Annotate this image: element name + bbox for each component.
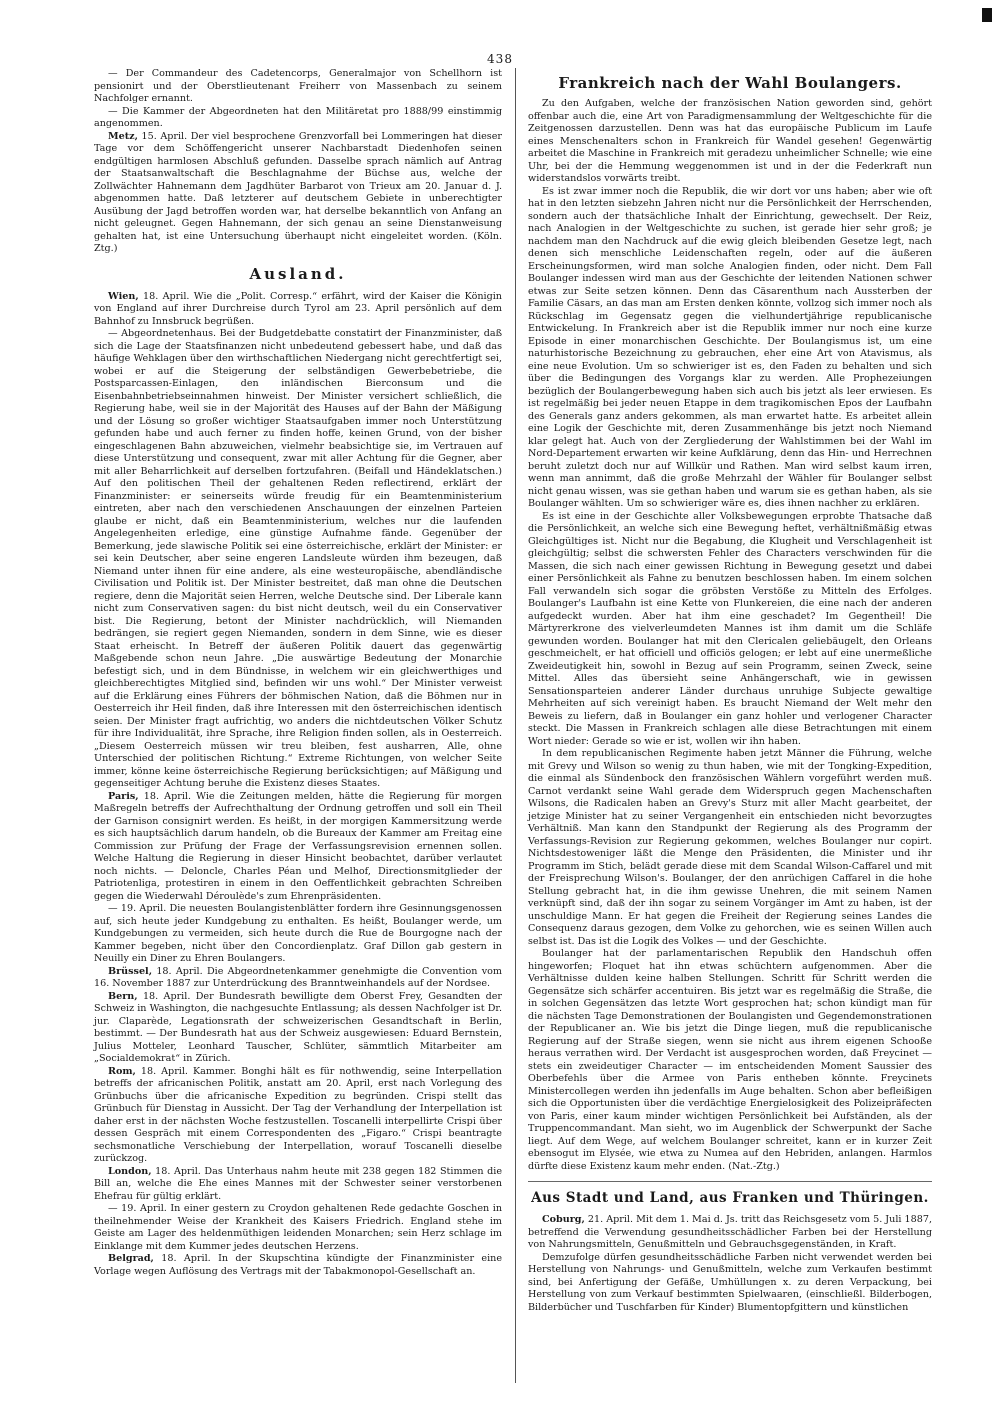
article-london-19: — 19. April. In einer gestern zu Croydon gehaltenen Rede gedachte Goschen in theilnehmender Weise der Krankheit des Kaisers Friedrich. England stehe im Geiste am Lager des heldenmüthigen leidenden Monarchen; sein Herz schlage im Einklange mit dem Kummer jedes deutschen Herzens.: [94, 1203, 502, 1252]
article-wien-text: 18. April. Wie die „Polit. Corresp.“ erfährt, wird der Kaiser die Königin von England auf ihrer Durchreise durch Tyrol am 23. April persönlich auf dem Bahnhof zu Innsbruck begrüßen.: [94, 290, 502, 327]
article-bruessel: [94, 966, 502, 991]
page-corner-mark: [982, 8, 992, 22]
article-frankreich-5: Boulanger hat der parlamentarischen Republik den Handschuh offen hingeworfen; Floquet hat ihn etwas schüchtern aufgenommen. Aber die Verhältnisse dulden keine halben Stellungen. Schritt für Schritt werden die Gegensätze sich schärfer accentuiren. Bis jetzt war es regelmäßig die Straße, die in solchen Gegensätzen das letzte Wort gesprochen hat; schon kündigt man für die nächsten Tage Demonstrationen der Boulangisten und Gegendemonstrationen der Republicaner an. Wie bis jetzt die Dinge liegen, muß die republicanische Regierung auf der Straße siegen, wenn sie nicht aus ihrem eigenen Schooße heraus verrathen wird. Der Verdacht ist ausgesprochen worden, daß Freycinet — stets ein zweideutiger Character — im entscheidenden Moment Saussier des Oberbefehls über die Armee von Paris entheben könnte. Freycinets Ministercollegen werden ihn jedenfalls im Auge behalten. Schon aber befleißigen sich die Opportunisten über die verdächtige Energielosigkeit des Polizeipräfecten von Paris, einer kaum minder wichtigen Persönlichkeit bei Aufständen, als der Truppencommandant. Man sieht, wo im Augenblick der Schwerpunkt der Sache liegt. Auf dem Wege, auf welchem Boulanger schreitet, kann er in kurzer Zeit ebensogut im Elysée, wie etwa zu Numea auf den Hebriden, anlangen. Harmlos dürfte diese Existenz kaum mehr enden. (Nat.-Ztg.): [528, 948, 932, 1172]
article-metz-text: 15. April. Der viel besprochene Grenzvorfall bei Lommeringen hat dieser Tage vor dem Schöffengericht unserer Nachbarstadt Diedenhofen seinen endgültigen harmlosen Abschluß gefunden. Dasselbe sprach nämlich auf Antrag der Staatsanwaltschaft die Beschlagnahme der Büchse aus, welche der Zollwächter Hahnemann dem Jagdhüter Barbarot von Trieux am 20. Januar d. J. abgenommen hatte. Daß letzterer auf deutschem Gebiete in unberechtigter Ausübung der Jagd betroffen worden war, hat derselbe bekanntlich von Anfang an nicht geleugnet. Gegen Hahnemann, der sich genau an seine Dienstanweisung gehalten hat, ist eine Untersuchung überhaupt nicht eingeleitet worden. (Köln. Ztg.): [94, 130, 502, 254]
article-belgrad: [94, 1253, 502, 1278]
dateline-london: London,: [108, 1165, 152, 1177]
article-frankreich-2: Es ist zwar immer noch die Republik, die wir dort vor uns haben; aber wie oft hat in den letzten siebzehn Jahren nicht nur die Persönlichkeit der Herrschenden, sondern auch der thatsächliche Inhalt der Einrichtung, gewechselt. Der Reiz, nach Analogien in der Weltgeschichte zu suchen, ist gerade hier sehr groß; je nachdem man den Nachdruck auf die ewig gleich bleibenden Gesetze legt, nach denen sich menschliche Leidenschaften regeln, oder auf die äußeren Erscheinungsformen, wird man solche Analogien finden, oder nicht. Dem Fall Boulanger indessen wird man aus der Geschichte der leitenden Nationen schwer etwas zur Seite setzen können. Denn das Cäsarenthum nach Aussterben der Familie Cäsars, an das man am Ersten denken könnte, vollzog sich immer noch als Rückschlag im Gegensatz gegen die vielhundertjährige republicanische Entwickelung. In Frankreich aber ist die Republik immer nur noch eine kurze Episode in einer monarchischen Geschichte. Der Boulangismus ist, um eine naturhistorische Bezeichnung zu gebrauchen, eher eine Art von Atavismus, als eine neue Evolution. Um so schwieriger ist es, den Faden zu behalten und sich über die Bedingungen des Vorgangs klar zu werden. Alle Prophezeiungen bezüglich der Boulangerbewegung haben sich auch bis jetzt als leer erwiesen. Es ist regelmäßig bei jeder neuen Etappe in dem tragikomischen Epos der Laufbahn des Generals ganz anders gekommen, als man erwartet hatte. Es arbeitet allein eine Logik der Geschichte mit, deren Zusammenhänge bis jetzt noch Niemand klar gelegt hat. Auch von der Zergliederung der Wahlstimmen bei der Wahl im Nord-Departement erwarten wir keine Aufklärung, denn das Hin- und Herrechnen beruht zuletzt doch nur auf Willkür und Rathen. Man wird selbst kaum irren, wenn man annimmt, daß die große Mehrzahl der Wähler für Boulanger selbst nicht genau wissen, was sie gethan haben und warum sie es gethan haben, als sie Boulanger wählten. Um so schwieriger wäre es, dies ihnen nachher zu erklären.: [528, 185, 932, 509]
section-heading-frankreich: Frankreich nach der Wahl Boulangers.: [558, 74, 902, 92]
dateline-bruessel: Brüssel,: [108, 965, 153, 977]
article-london-text: 18. April. Das Unterhaus nahm heute mit 238 gegen 182 Stimmen die Bill an, welche die Ehe eines Mannes mit der Schwester seiner verstorbenen Ehefrau für gültig erklärt.: [94, 1165, 502, 1202]
article-paris: [94, 791, 502, 904]
article-paris-text: 18. April. Wie die Zeitungen melden, hätte die Regierung für morgen Maßregeln betreffs der Aufrechthaltung der Ordnung getroffen und soll ein Theil der Garnison consignirt werden. Es heißt, in der morgigen Kammersitzung werde es sich hauptsächlich darum handeln, ob die Bureaux der Kammer am Freitag eine Commission zur Prüfung der Frage der Verfassungsrevision ernennen sollen. Welche Haltung die Regierung in dieser Hinsicht beobachtet, darüber verlautet noch nichts. — Deloncle, Charles Péan und Melhof, Directionsmitglieder der Patriotenliga, protestiren in einem in den Oeffentlichkeit gebrachten Schreiben gegen die Wiederwahl Déroulède's zum Ehrenpräsidenten.: [94, 790, 502, 902]
article-abgeordnetenhaus: — Abgeordnetenhaus. Bei der Budgetdebatte constatirt der Finanzminister, daß sich die Lage der Staatsfinanzen nicht unbedeutend gebessert habe, und daß das häufige Wehklagen über den wirthschaftlichen Niedergang nicht gerechtfertigt sei, wobei er auf die Steigerung der selbständigen Gewerbebetriebe, die Postsparcassen-Einlagen, den inländischen Bierconsum und die Eisenbahnbetriebseinnahmen hinweist. Der Minister versichert schließlich, die Regierung habe, weil sie in der Majorität des Hauses auf der Bahn der Mäßigung und der Lösung so großer wichtiger Staatsaufgaben immer noch Unterstützung gefunden habe und auch ferner zu finden hoffe, keinen Grund, von der bisher eingeschlagenen Bahn abzuweichen, vielmehr beabsichtige sie, im Vertrauen auf diese Unterstützung und consequent, zwar mit aller Achtung für die Gegner, aber mit aller Beharrlichkeit auf derselben fortzufahren. (Beifall und Händeklatschen.) Auf den politischen Theil der gehaltenen Reden reflectirend, erklärt der Finanzminister: er seinerseits würde freudig für ein Beamtenministerium eintreten, aber nach den verschiedenen Anschauungen der einzelnen Parteien glaube er nicht, daß ein Beamtenministerium, welches nur die laufenden Angelegenheiten erledige, eine günstige Aufnahme fände. Gegenüber der Bemerkung, jede slawische Politik sei eine österreichische, erklärt der Minister: er sei kein Deutscher, aber seine engeren Landsleute würden ihm bezeugen, daß Niemand unter ihnen für eine andere, als eine westeuropäische, abendländische Civilisation und Politik ist. Der Minister bestreitet, daß man ohne die Deutschen regiere, denn die Majorität seien Herren, welche Deutsche sind. Der Liberale kann nicht zum Conservativen sagen: du bist nicht deutsch, weil du ein Conservativer bist. Die Regierung, betont der Minister nachdrücklich, will Niemanden bedrängen, sie regiert gegen Niemanden, sondern in dem Sinne, wie es dieser Staat erheischt. In Betreff der äußeren Politik dauert das gegenwärtig Maßgebende schon neun Jahre. „Die auswärtige Bedeutung der Monarchie befestigt sich, und in dem Bündnisse, in welchem wir ein gleichwerthiges und gleichberechtigtes Mitglied sind, befinden wir uns wohl.“ Der Minister verweist auf die Erklärung eines Führers der böhmischen Nation, daß die Böhmen nur in Oesterreich ihr Heil finden, daß ihre Interessen mit den österreichischen identisch seien. Der Minister fragt aufrichtig, wo anders die nichtdeutschen Völker Schutz für ihre Individualität, ihre Sprache, ihre Religion finden sollen, als in Oesterreich. „Diesem Oesterreich müssen wir treu bleiben, fest ausharren, Alle, ohne Unterschied der politischen Richtung.“ Extreme Richtungen, von welcher Seite immer, könne keine österreichische Regierung berücksichtigen; auf Mäßigung und gegenseitiger Achtung beruhe die Existenz dieses Staates.: [94, 328, 502, 789]
section-heading-stadt-land: Aus Stadt und Land, aus Franken und Thüringen.: [528, 1181, 932, 1210]
dateline-bern: Bern,: [108, 990, 138, 1002]
article-cadetencorps: — Der Commandeur des Cadetencorps, Generalmajor von Schellhorn ist pensionirt und der Oberstlieutenant Freiherr von Massenbach zu seinem Nachfolger ernannt.: [94, 68, 502, 104]
article-bern-text: 18. April. Der Bundesrath bewilligte dem Oberst Frey, Gesandten der Schweiz in Washington, die nachgesuchte Entlassung; als dessen Nachfolger ist Dr. jur. Claparède, Legationsrath der schweizerischen Gesandtschaft in Berlin, bestimmt. — Der Bundesrath hat aus der Schweiz ausgewiesen: Eduard Bernstein, Julius Motteler, Leonhard Tauscher, Schlüter, sämmtlich Mitarbeiter am „Socialdemokrat“ in Zürich.: [94, 990, 502, 1064]
article-frankreich-1: Zu den Aufgaben, welche der französischen Nation geworden sind, gehört offenbar auch die, eine Art von Paradigmensammlung der Weltgeschichte für die Zeitgenossen darzustellen. Denn was hat das europäische Publicum im Laufe eines Menschenalters schon in Frankreich für Wandel gesehen! Gegenwärtig arbeitet die Maschine in Frankreich mit geradezu unheimlicher Schnelle; wie eine Uhr, bei der die Hemmung weggenommen ist und in der die Federkraft nun widerstandslos vorwärts treibt.: [528, 98, 932, 184]
article-coburg-2: Demzufolge dürfen gesundheitsschädliche Farben nicht verwendet werden bei Herstellung von Nahrungs- und Genußmitteln, welche zum Verkaufen bestimmt sind, bei Anfertigung der Gefäße, Umhüllungen x. zu deren Verpackung, bei Herstellung von zum Verkauf bestimmten Spielwaaren, (einschließl. Bilderbogen, Bilderbücher und Tuschfarben für Kinder) Blumentopfgittern und künstlichen: [528, 1251, 932, 1313]
article-belgrad-text: 18. April. In der Skupschtina kündigte der Finanzminister eine Vorlage wegen Auflösung des Vertrags mit der Tabakmonopol-Gesellschaft an.: [94, 1253, 502, 1277]
article-paris-19: — 19. April. Die neuesten Boulangistenblätter fordern ihre Gesinnungsgenossen auf, sich heute jeder Kundgebung zu enthalten. Es heißt, Boulanger werde, um Kundgebungen zu vermeiden, sich heute durch die Rue de Bourgogne nach der Kammer begeben, nicht über den Concordienplatz. Graf Dillon gab gestern in Neuilly ein Diner zu Ehren Boulangers.: [94, 903, 502, 964]
article-metz: [94, 131, 502, 256]
page-number: 438: [487, 52, 513, 66]
article-frankreich-4: In dem republicanischen Regimente haben jetzt Männer die Führung, welche mit Grevy und Wilson so wenig zu thun haben, wie mit der Tongking-Expedition, die einmal als Sündenbock den französischen Wählern vorgeführt werden muß. Carnot verdankt seine Wahl gerade dem Widerspruch gegen Machenschaften Wilsons, die Radicalen haben an Grevy's Sturz mit aller Macht gearbeitet, der jetzige Minister hat zu seiner Vergangenheit ein entschieden nicht bevorzugtes Verhältniß. Man kann den Standpunkt der Regierung als des Programm der Verfassungs-Revision zur Regierung gekommen, welches Boulanger nur copirt. Nichtsdestoweniger läßt die Menge den Präsidenten, die Minister und ihr Programm im Stich, belädt gerade diese mit dem Scandal Wilson-Caffarel und mit der Freisprechung Wilson's. Boulanger, der den anrüchigen Caffarel in die hohe Stellung gebracht hat, in die ihm gewisse Unehren, die mit seinem Namen verknüpft sind, daß der ihn sogar zu seinem Vorgänger im Amt zu haben, ist der unschuldige Mann. Er hat gegen die Freiheit der Regierung seines Landes die Consequenz daraus gezogen, dem Volke zu gehorchen, wie es seinen Willen auch selbst ist. Das ist die Logik des Volkes — und der Geschichte.: [528, 748, 932, 947]
article-rom: [94, 1066, 502, 1166]
column-divider: [515, 68, 516, 1383]
article-kammer: — Die Kammer der Abgeordneten hat den Militäretat pro 1888/99 einstimmig angenommen.: [94, 105, 502, 129]
article-frankreich-3: Es ist eine in der Geschichte aller Volksbewegungen erprobte Thatsache daß die Persönlichkeit, an welche sich eine Bewegung heftet, verhältnißmäßig etwas Gleichgültiges ist. Nicht nur die Begabung, die Klugheit und Verschlagenheit ist gleichgültig; selbst die schwersten Fehler des Characters verschwinden für die Massen, die sich nach einer gewissen Richtung in Bewegung gesetzt und dabei einer Persönlichkeit als Fahne zu benutzen beschlossen haben. Im einem solchen Fall verwandeln sich sogar die gröbsten Verstöße zu Mitteln des Erfolges. Boulanger's Laufbahn ist eine Kette von Flunkereien, die eine nach der anderen aufgedeckt wurden. Aber hat ihm eine geschadet? Im Gegentheil! Die Märtyrerkrone des vielverleumdeten Mannes ist ihm damit um die Schläfe gewunden worden. Boulanger hat mit den Clericalen geliebäugelt, den Orleans geschmeichelt, er hat officiell und officiös gelogen; er lebt auf eine unermeßliche Zweideutigkeit hin, sowohl in Bezug auf sein Programm, seinen Zweck, seine Mittel. Alles das übersieht seine Anhängerschaft, wie in gewissen Sensationsparteien anderer Länder durchaus unruhige Subjecte gewaltige Mehrheiten auf sich vereinigt haben. Es braucht Niemand der Welt mehr den Beweis zu liefern, daß in Boulanger ein ganz hohler und verlogener Character steckt. Die Massen in Frankreich schlagen alle diese Betrachtungen mit einem Wort nieder: Gerade so wie er ist, wollen wir ihn haben.: [528, 510, 932, 747]
dateline-rom: Rom,: [108, 1065, 136, 1077]
right-column: [528, 68, 932, 1314]
dateline-metz: Metz,: [108, 130, 138, 142]
section-heading-ausland: Ausland.: [249, 264, 347, 283]
article-coburg: [528, 1214, 932, 1252]
article-rom-text: 18. April. Kammer. Bonghi hält es für nothwendig, seine Interpellation betreffs der africanischen Politik, anstatt am 20. April, erst nach Vorlegung des Grünbuchs über die africanische Expedition zu begründen. Crispi stellt das Grünbuch für Dienstag in Aussicht. Der Tag der Verhandlung der Interpellation ist daher erst in der nächsten Woche festzustellen. Toscanelli interpellirte Crispi über dessen Gespräch mit einem Correspondenten des „Figaro.“ Crispi beantragte sechsmonatliche Verschiebung der Interpellation, worauf Toscanelli dieselbe zurückzog.: [94, 1065, 502, 1164]
article-wien: [94, 291, 502, 329]
article-london: [94, 1166, 502, 1204]
article-bern: [94, 991, 502, 1066]
article-coburg-text: 21. April. Mit dem 1. Mai d. Js. tritt das Reichsgesetz vom 5. Juli 1887, betreffend die Verwendung gesundheitsschädlicher Farben bei der Herstellung von Nahrungsmitteln, Genußmitteln und Gebrauchsgegenständen, in Kraft.: [528, 1214, 932, 1250]
dateline-wien: Wien,: [108, 290, 139, 302]
dateline-coburg: Coburg,: [542, 1214, 585, 1225]
left-column: [94, 68, 502, 1278]
article-bruessel-text: 18. April. Die Abgeordnetenkammer genehmigte die Convention vom 16. November 1887 zur Unterdrückung des Branntweinhandels auf der Nordsee.: [94, 965, 502, 989]
dateline-belgrad: Belgrad,: [108, 1253, 154, 1264]
dateline-paris: Paris,: [108, 790, 139, 802]
